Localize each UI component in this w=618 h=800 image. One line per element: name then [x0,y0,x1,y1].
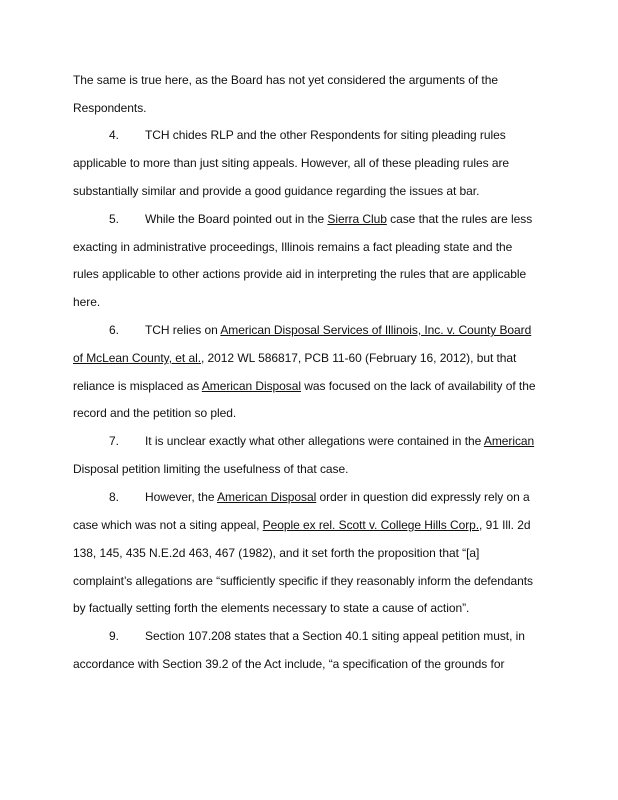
case-citation: American [483,434,535,448]
paragraph-number: 7. [109,434,120,448]
case-citation: American Disposal Services of Illinois, Inc. v. County Board [220,323,532,337]
paragraph-number: 4. [109,128,120,142]
text-line: complaint’s allegations are “sufficiently specific if they reasonably inform the defendants [73,574,533,588]
text-line [73,351,516,365]
text-run: order in question did expressly rely on a [316,490,530,504]
text-run: , 2012 WL 586817, PCB 11-60 (February 16, 2012), but that [200,351,517,365]
text-line: by factually setting forth the elements necessary to state a cause of action”. [73,601,470,615]
text-run: was focused on the lack of availability of the [301,379,536,393]
text-line: exacting in administrative proceedings, Illinois remains a fact pleading state and the [73,240,513,254]
text-run: While the Board pointed out in the [145,212,328,226]
text-line: applicable to more than just siting appeals. However, all of these pleading rules are [73,156,510,170]
case-citation: Sierra Club [327,212,387,226]
text-run: case which was not a siting appeal, [73,518,263,532]
text-line: 138, 145, 435 N.E.2d 463, 467 (1982), and it set forth the proposition that “[a] [73,546,480,560]
text-run: TCH relies on [145,323,221,337]
paragraph-number: 5. [109,212,120,226]
text-run: However, the [145,490,218,504]
paragraph-number: 9. [109,629,120,643]
text-line: accordance with Section 39.2 of the Act include, “a specification of the grounds for [73,657,505,671]
paragraph-number: 8. [109,490,120,504]
text-run: , 91 Ill. 2d [479,518,531,532]
text-line: TCH chides RLP and the other Respondents for siting pleading rules [145,128,506,142]
text-line: rules applicable to other actions provide aid in interpreting the rules that are applicable [73,267,527,281]
text-run: It is unclear exactly what other allegations were contained in the [145,434,484,448]
text-run: Disposal [73,462,119,476]
text-line [73,518,530,532]
case-citation: American Disposal [217,490,317,504]
text-line: Section 107.208 states that a Section 40.1 siting appeal petition must, in [145,629,525,643]
text-line [145,212,532,226]
text-line: Respondents. [73,101,147,115]
text-line [145,490,530,504]
text-run: petition limiting the usefulness of that case. [118,462,349,476]
text-run: case that the rules are less [386,212,533,226]
text-line [145,323,531,337]
text-line [73,379,535,393]
paragraph-number: 6. [109,323,120,337]
case-citation: American Disposal [201,379,301,393]
case-citation: People ex rel. Scott v. College Hills Corp. [262,518,480,532]
text-line: substantially similar and provide a good guidance regarding the issues at bar. [73,184,480,198]
case-citation: of McLean County, et al. [73,351,201,365]
text-line [145,434,534,448]
text-line [73,462,348,476]
text-line: record and the petition so pled. [73,406,237,420]
text-run: reliance is misplaced as [73,379,202,393]
text-line: The same is true here, as the Board has not yet considered the arguments of the [73,73,498,87]
text-line: here. [73,295,101,309]
